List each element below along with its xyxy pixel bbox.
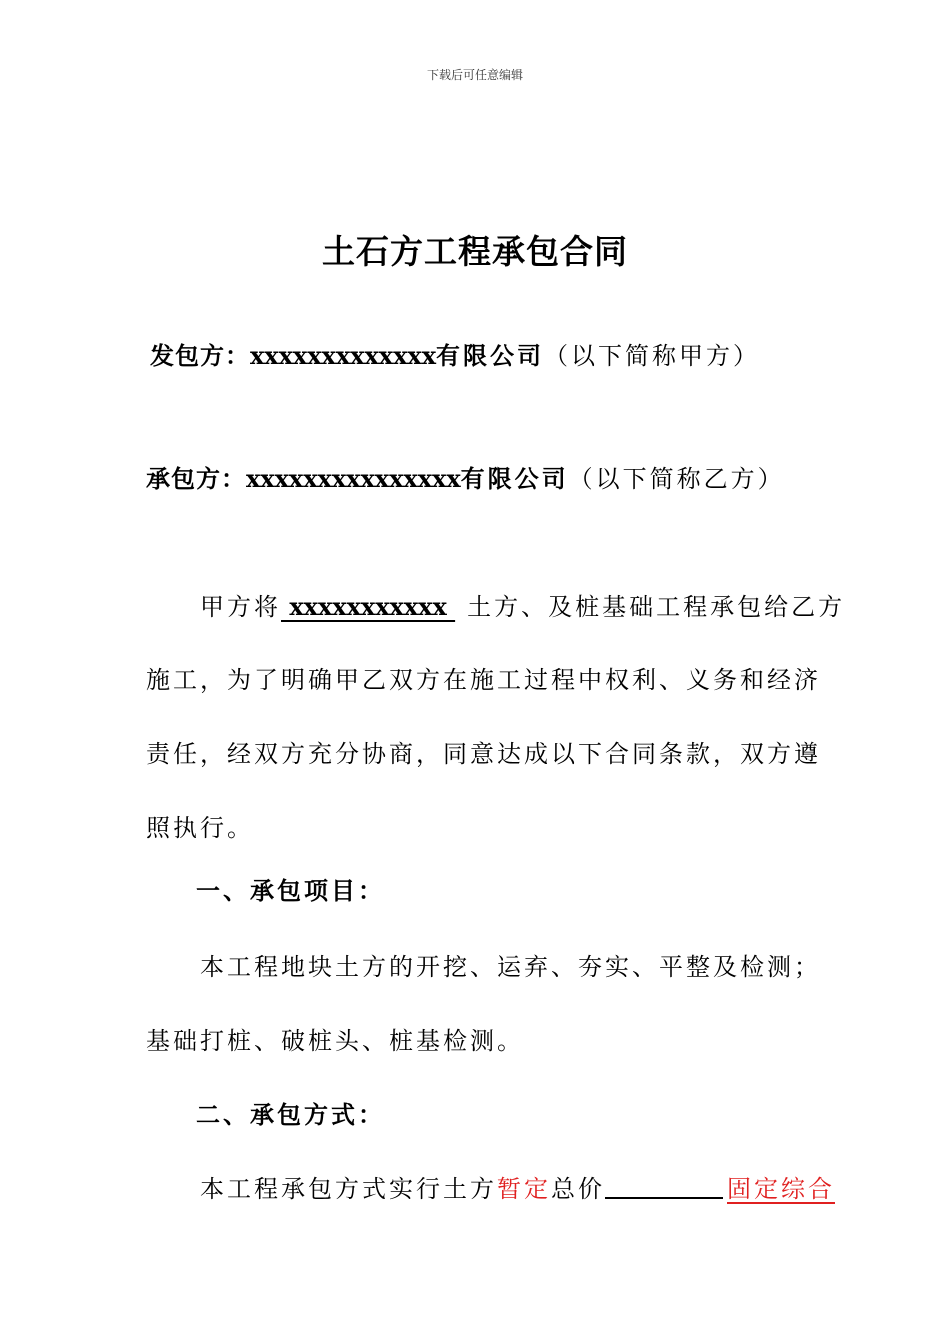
intro-line-3: 责任，经双方充分协商，同意达成以下合同条款，双方遵 xyxy=(146,740,821,768)
section-2-heading: 二、承包方式： xyxy=(196,1100,385,1129)
party-b-name: xxxxxxxxxxxxxxx xyxy=(246,464,461,493)
party-a-note: （以下简称甲方） xyxy=(544,342,761,370)
party-a-suffix: 有限公司 xyxy=(436,341,545,370)
intro-line1-rest: 土方、及桩基础工程承包给乙方 xyxy=(467,593,846,621)
intro-line-1 xyxy=(200,587,846,622)
party-b-suffix: 有限公司 xyxy=(460,464,569,493)
party-b-note: （以下简称乙方） xyxy=(568,465,785,493)
section-2-red-fixed: 固定综合 xyxy=(727,1175,835,1203)
section-1-heading: 一、承包项目： xyxy=(196,876,385,905)
section-2-line-1 xyxy=(200,1169,835,1204)
page-header-note: 下载后可任意编辑 xyxy=(426,68,523,82)
intro-line-4: 照执行。 xyxy=(146,814,254,842)
section-1-line-1: 本工程地块土方的开挖、运弃、夯实、平整及检测； xyxy=(200,953,821,981)
party-b-label: 承包方： xyxy=(146,464,246,493)
intro-lead: 甲方将 xyxy=(200,593,281,621)
intro-line-2: 施工，为了明确甲乙双方在施工过程中权利、义务和经济 xyxy=(146,666,821,694)
section-2-text-b: 总价 xyxy=(551,1175,605,1203)
section-2-text-a: 本工程承包方式实行土方 xyxy=(200,1175,497,1203)
amount-blank-line xyxy=(605,1175,723,1199)
party-a-name: xxxxxxxxxxxxx xyxy=(250,341,437,370)
section-1-line-2: 基础打桩、破桩头、桩基检测。 xyxy=(146,1027,524,1055)
party-a-line xyxy=(150,336,820,371)
section-2-red-provisional: 暂定 xyxy=(497,1175,551,1203)
intro-project-name: xxxxxxxxxxx xyxy=(281,592,456,621)
document-title: 土石方工程承包合同 xyxy=(322,232,628,271)
party-b-line xyxy=(146,459,816,494)
party-a-label: 发包方： xyxy=(150,341,250,370)
